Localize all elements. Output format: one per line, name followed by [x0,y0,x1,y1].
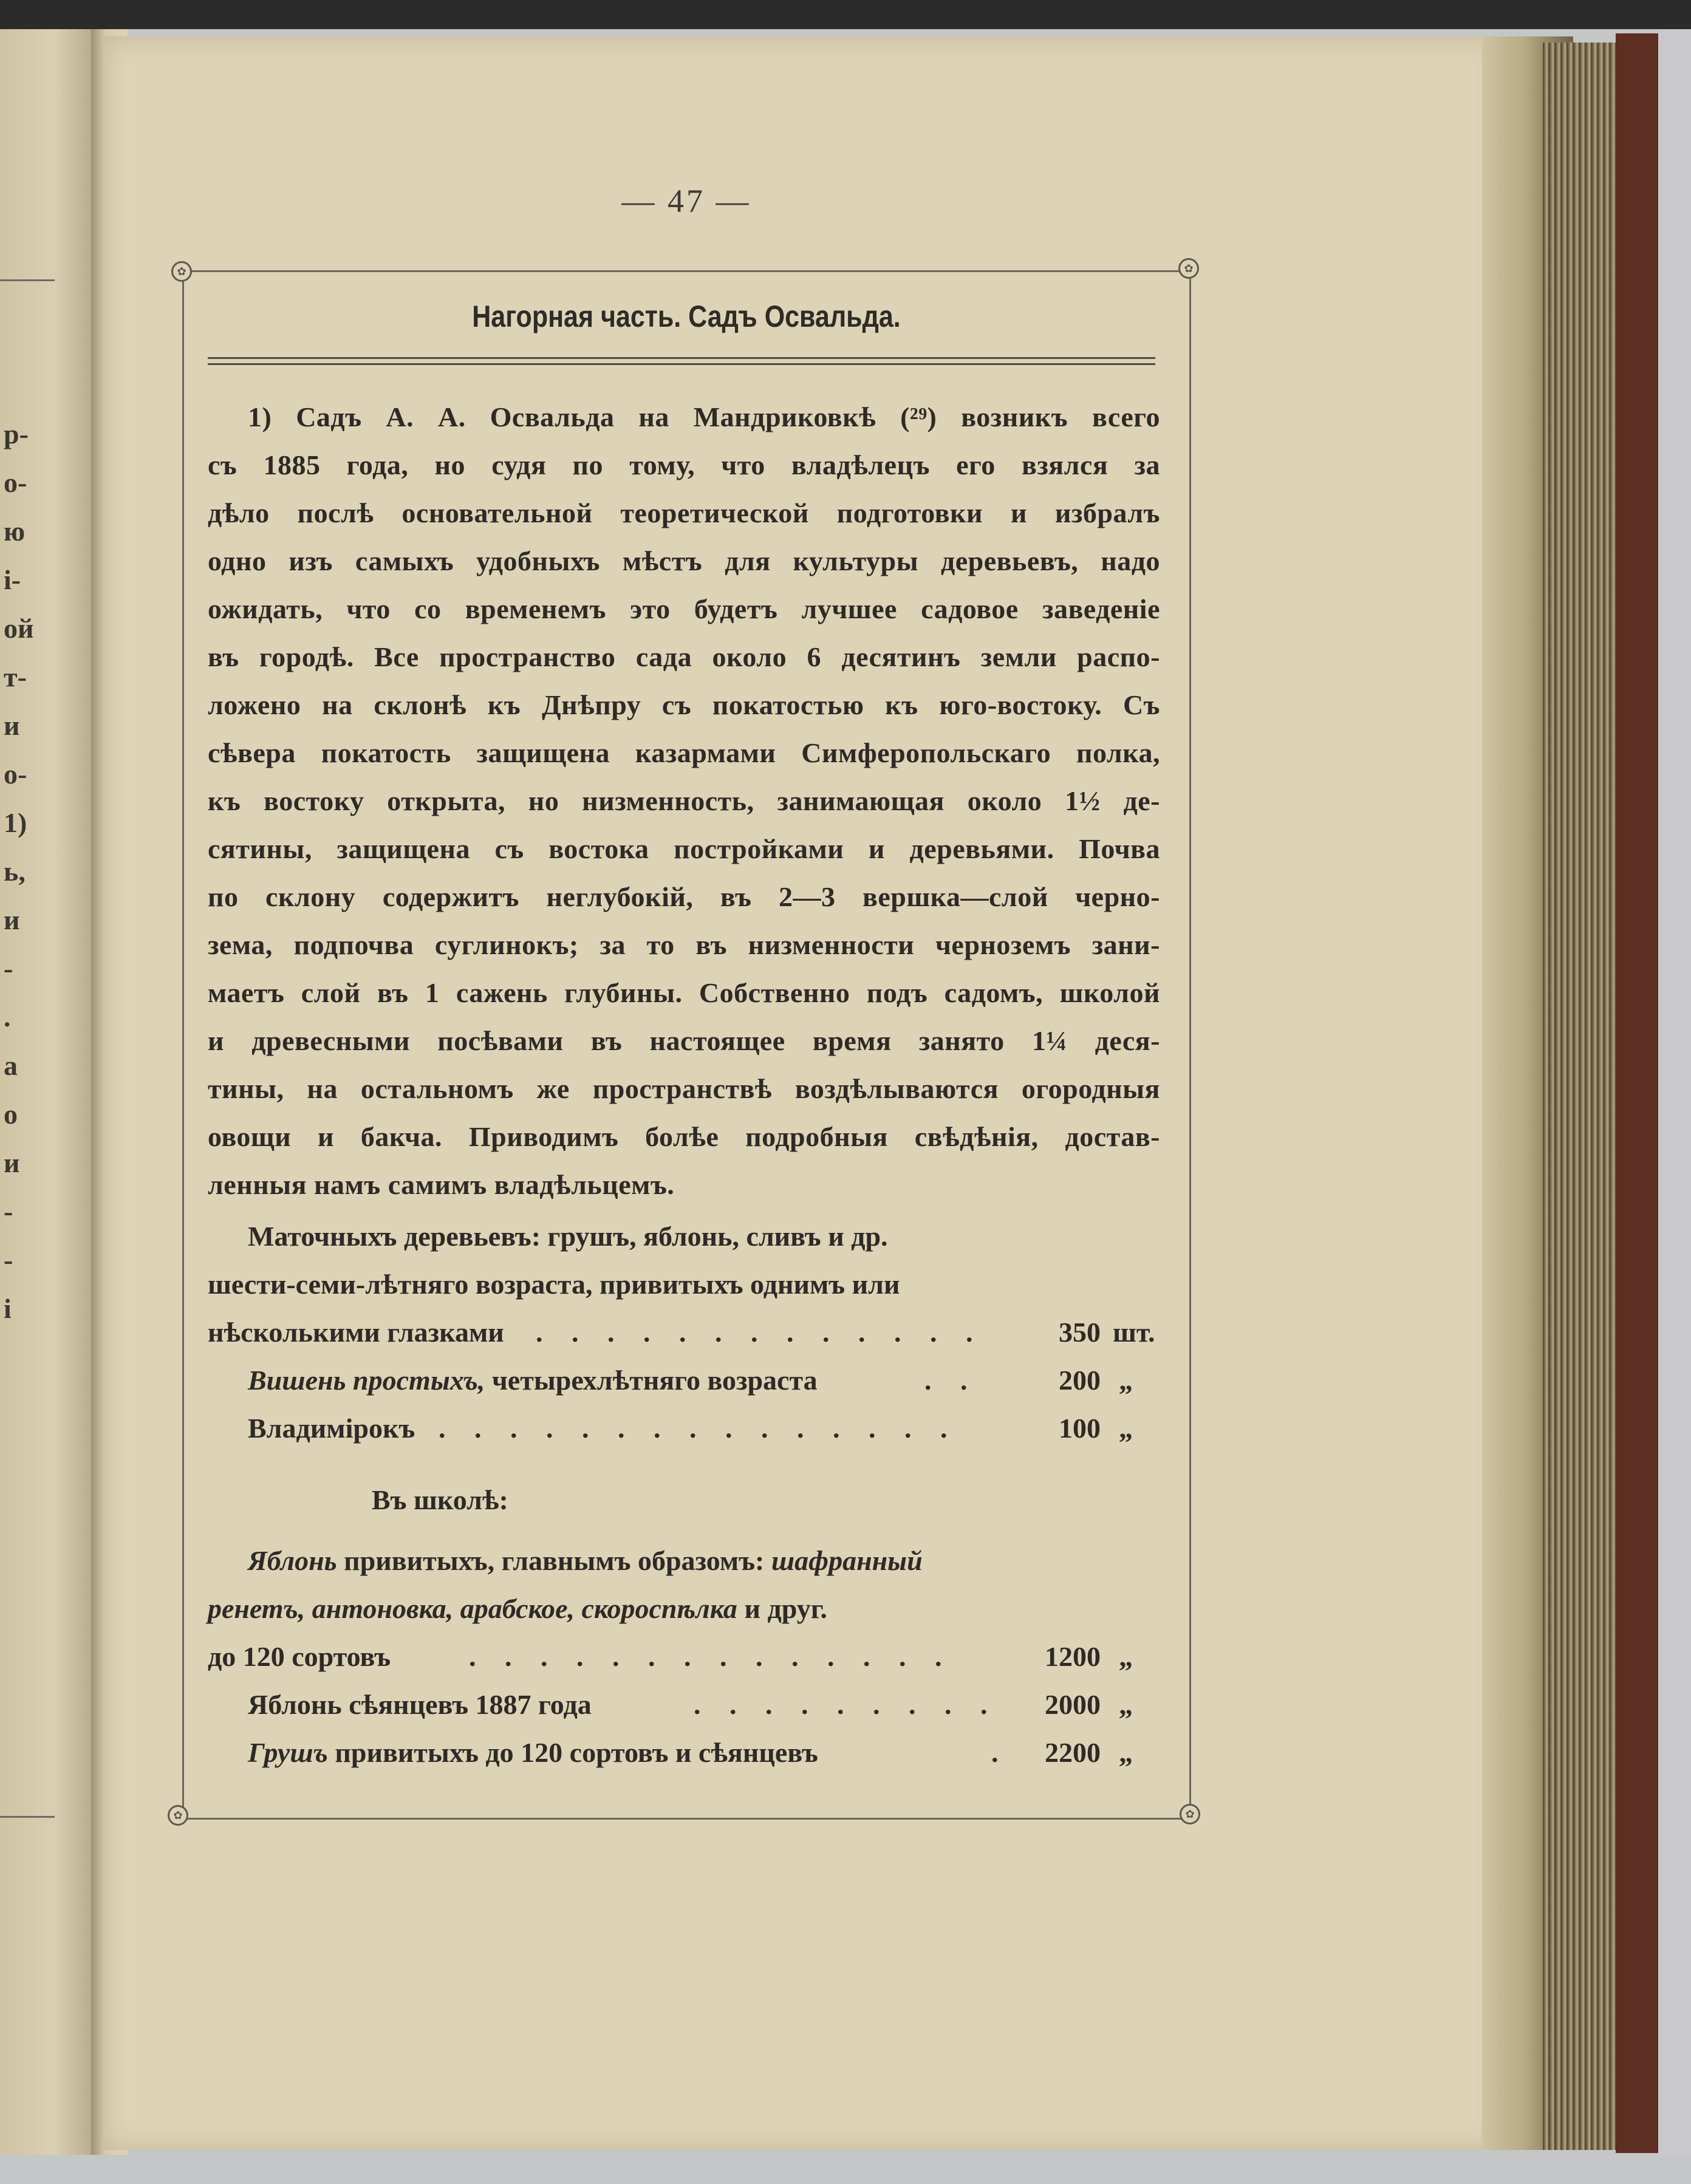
apples-unit: „ [1119,1641,1133,1672]
apples-italic: Яблонь [248,1545,337,1576]
paragraph-line: маетъ слой въ 1 сажень глубины. Собственно подъ садомъ, школой [208,977,1160,1008]
left-page-fragment: о- [4,467,27,498]
left-page-fragment: 1) [4,807,27,838]
paragraph-line: и древесными посѣвами въ настоящее время занято 1¼ деся- [208,1025,1160,1056]
dot-leader: . . . . . . . . . . . . . . [469,1641,953,1672]
seedlings-label: Яблонь сѣянцевъ 1887 года [248,1689,592,1720]
left-page-fragment: т- [4,661,27,692]
left-page-frame-line [0,279,55,281]
apples-variety-italic: шафранный [771,1545,923,1576]
seedlings-unit: „ [1119,1689,1133,1720]
mother-trees-label: нѣсколькими глазками [208,1317,504,1348]
paragraph-line: 1) Садъ А. А. Освальда на Мандриковкѣ (²⁹) возникъ всего [248,401,1160,432]
left-page-fragment: о [4,1099,18,1130]
paragraph-line: одно изъ самыхъ удобныхъ мѣстъ для культуры деревьевъ, надо [208,545,1160,576]
left-page-fragment: и [4,904,20,935]
apples-line-2 [208,1585,827,1633]
paragraph-line: зема, подпочва суглинокъ; за то въ низменности черноземъ зани- [208,929,1160,960]
seedlings-value: 2000 [1045,1689,1101,1720]
left-page-fragment: и [4,710,20,741]
text-frame-left [182,276,184,1810]
paragraph-line: дѣло послѣ основательной теоретической подготовки и избралъ [208,497,1160,528]
left-page-fragment: - [4,953,13,984]
dot-leader: . . . . . . . . . [694,1689,999,1720]
paragraph-line: сѣвера покатость защищена казармами Симферопольскаго полка, [208,737,1160,768]
school-heading-row [208,1476,1160,1524]
inventory-row-mother-trees [208,1308,1160,1356]
left-page-fragment: - [4,1244,13,1275]
dot-leader-short: . . [924,1365,979,1396]
left-page-fragment: р- [4,418,29,449]
vladimirka-label: Владимірокъ [248,1413,415,1444]
cherries-value: 200 [1059,1365,1101,1396]
mother-trees-unit: шт. [1113,1317,1155,1348]
cherries-label-italic: Вишень простыхъ, [248,1365,485,1396]
paragraph-line: овощи и бакча. Приводимъ болѣе подробныя свѣдѣнія, достав- [208,1121,1160,1152]
inventory-line [208,1537,1009,1585]
cherries-label-rest: четырехлѣтняго возраста [485,1365,818,1396]
paragraph-line: къ востоку открыта, но низменность, занимающая около 1½ де- [208,785,1160,816]
inventory-row-pears [208,1728,1160,1776]
frame-corner-ornament-icon: ✿ [1180,1804,1200,1824]
left-page-fragment: ю [4,516,26,547]
left-page-fragment: ь, [4,856,26,887]
frame-corner-ornament-icon: ✿ [171,261,192,282]
mother-trees-value: 350 [1059,1317,1101,1348]
vladimirka-unit: „ [1119,1413,1133,1444]
cherries-label [248,1356,818,1404]
apples-label: до 120 сортовъ [208,1641,391,1672]
pears-unit: „ [1119,1737,1133,1768]
paragraph-line: въ городѣ. Все пространство сада около 6 десятинъ земли распо- [208,641,1160,672]
title-rule [208,357,1155,359]
left-page-frame-line [0,1816,55,1818]
cherries-unit: „ [1119,1365,1133,1396]
section-title: Нагорная часть. Садъ Освальда. [472,299,901,333]
left-page-fragment: а [4,1050,18,1081]
page-number: — 47 — [621,183,751,219]
dot-leader: . [991,1737,1009,1768]
pears-label [248,1728,818,1776]
inventory-row-vladimirka [208,1404,1160,1452]
inventory-line [208,1212,1009,1260]
frame-corner-ornament-icon: ✿ [168,1805,188,1826]
inventory-row-seedlings [208,1681,1160,1728]
vladimirka-value: 100 [1059,1413,1101,1444]
paragraph-line: ожидать, что со временемъ это будетъ лучшее садовое заведеніе [208,593,1160,624]
school-heading: Въ школѣ: [372,1484,508,1515]
mother-trees-line-1: Маточныхъ деревьевъ: грушъ, яблонь, сливъ и др. [248,1221,888,1252]
book-cover-edge [1616,33,1658,2153]
main-paragraph [208,393,1160,1209]
paragraph-line: ленныя намъ самимъ владѣльцемъ. [208,1169,675,1200]
paragraph-line: сятины, защищена съ востока постройками и деревьями. Почва [208,833,1160,864]
scan-top-border [0,0,1691,29]
left-page-fragment: - [4,1196,13,1227]
book-block-edge [1543,43,1616,2150]
dot-leader: . . . . . . . . . . . . . [536,1317,984,1348]
apples-line-1 [248,1537,923,1585]
paragraph-line: по склону содержитъ неглубокій, въ 2—3 вершка—слой черно- [208,881,1160,912]
apples-varieties-italic: ренетъ, антоновка, арабское, скороспѣлка [208,1593,737,1624]
pears-italic: Грушъ [248,1737,328,1768]
mother-trees-line-2: шести-семи-лѣтняго возраста, привитыхъ однимъ или [208,1269,900,1300]
dot-leader: . . . . . . . . . . . . . . . [439,1413,958,1444]
pears-value: 2200 [1045,1737,1101,1768]
left-page-fragment: ой [4,613,34,644]
scan-right-border [1658,29,1691,2155]
paragraph-line: ложено на склонѣ къ Днѣпру съ покатостью къ юго-востоку. Съ [208,689,1160,720]
apples-value: 1200 [1045,1641,1101,1672]
apples-line-2-rest: и друг. [737,1593,827,1624]
text-frame-right [1189,276,1191,1810]
left-page-fragment: . [4,1002,11,1032]
paragraph-line: тины, на остальномъ же пространствѣ воздѣлываются огородныя [208,1073,1160,1104]
left-page-fragment: о- [4,759,27,790]
inventory-row-apples [208,1633,1160,1681]
inventory-line [208,1260,1009,1308]
left-page-edge [0,29,91,2155]
inventory-line [208,1585,1009,1633]
left-page-fragment: и [4,1147,20,1178]
title-rule [208,363,1155,365]
paragraph-line: съ 1885 года, но судя по тому, что владѣлецъ его взялся за [208,449,1160,480]
inventory-row-cherries [208,1356,1160,1404]
apples-line-1-rest: привитыхъ, главнымъ образомъ: [336,1545,771,1576]
pears-label-rest: привитыхъ до 120 сортовъ и сѣянцевъ [327,1737,818,1768]
frame-corner-ornament-icon: ✿ [1178,258,1199,279]
left-page-fragment: і [4,1293,12,1324]
left-page-fragment: і- [4,564,21,595]
